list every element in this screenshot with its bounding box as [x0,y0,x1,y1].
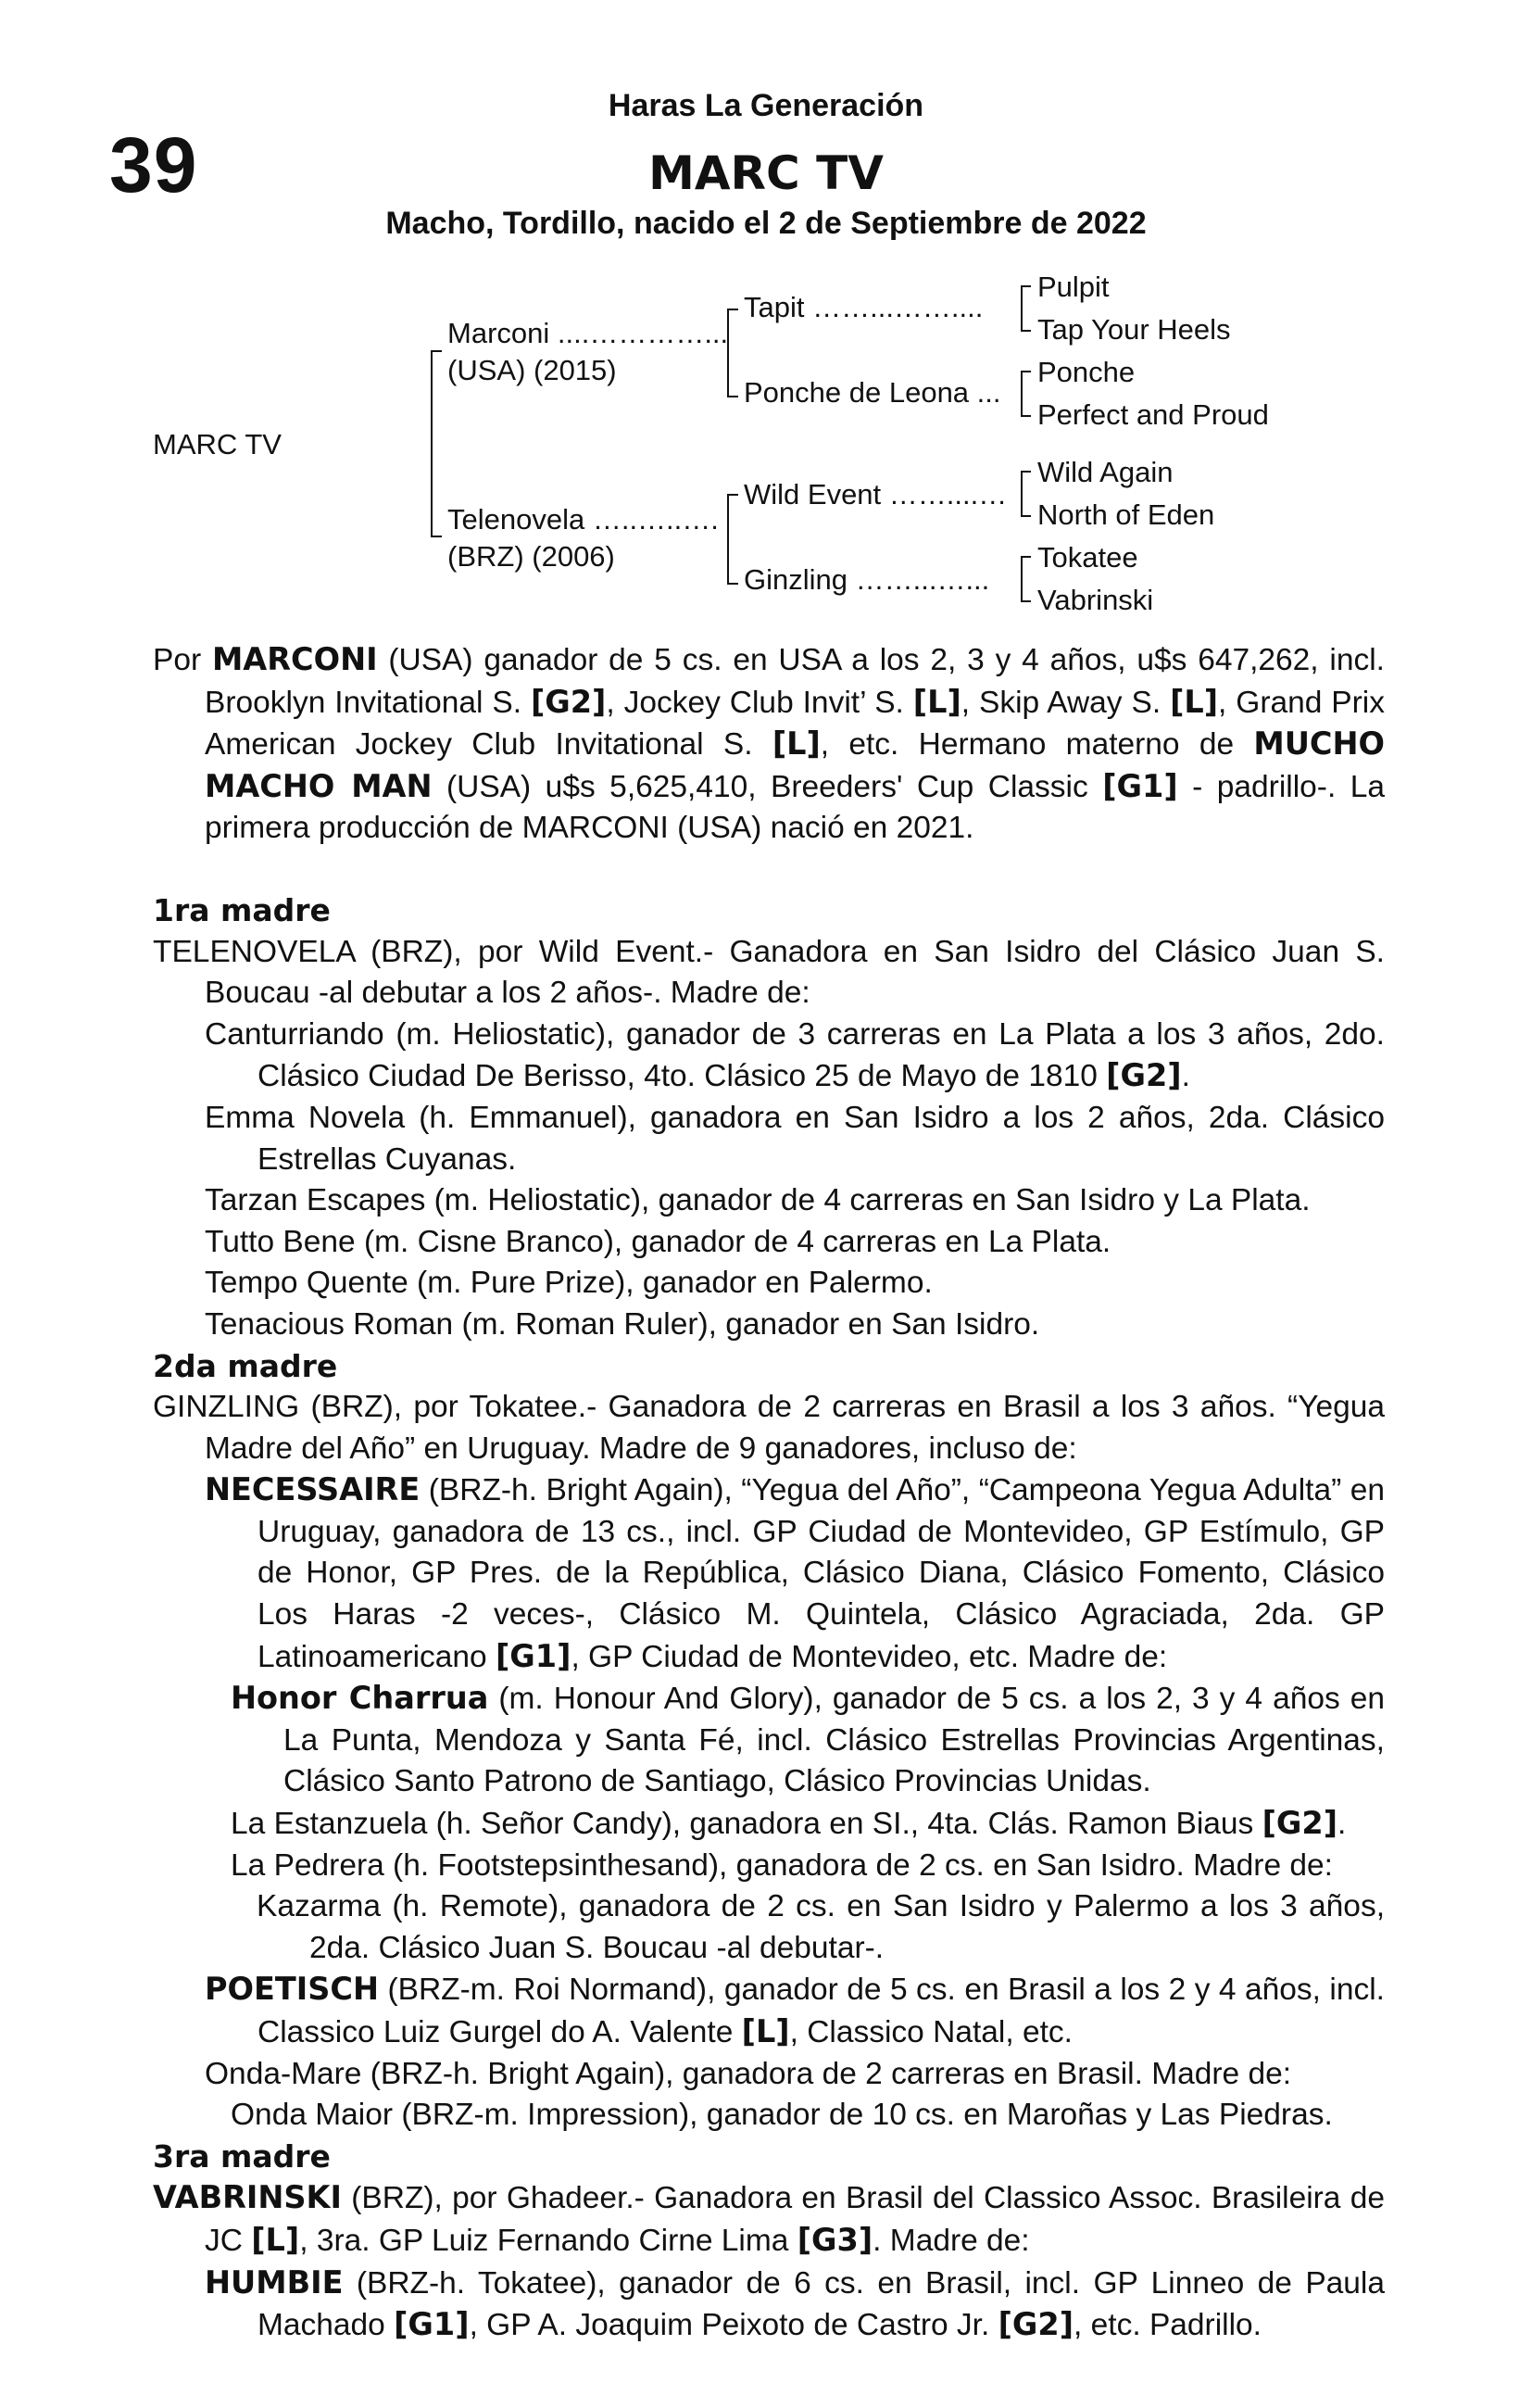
pedigree-subject: MARC TV [153,428,282,460]
bracket-g3-1 [1021,285,1031,332]
pedigree-dam-dam: Ginzling ……...…... [744,563,990,596]
progeny-entry: Honor Charrua (m. Honour And Glory), ganador de 5 cs. a los 2, 3 y 4 años en La Punta, Mendoza y Santa Fé, incl. Clásico Estrellas Provincias Argentinas, Clásico Santo Patrono de Santiago, Clásico Provincias Unidas. [231,1680,1385,1799]
pedigree-gg-7: Tokatee [1037,541,1138,574]
section-2da-madre: 2da madre [153,1347,338,1384]
progeny-entry: HUMBIE (BRZ-h. Tokatee), ganador de 6 cs. en Brasil, incl. GP Linneo de Paula Machado [G1], GP A. Joaquim Peixoto de Castro Jr. [G2], etc. Padrillo. [205,2263,1385,2343]
madre3-intro: VABRINSKI (BRZ), por Ghadeer.- Ganadora en Brasil del Classico Assoc. Brasileira de JC [L], 3ra. GP Luiz Fernando Cirne Lima [G3]. Madre de: [153,2179,1385,2258]
progeny-entry: Onda-Mare (BRZ-h. Bright Again), ganadora de 2 carreras en Brasil. Madre de: [205,2056,1292,2091]
pedigree-sire: Marconi ....…………... [447,317,729,349]
bracket-dam-line [727,494,738,585]
lot-number: 39 [109,121,198,208]
progeny-entry: La Estanzuela (h. Señor Candy), ganadora en SI., 4ta. Clás. Ramon Biaus [G2]. [231,1805,1347,1842]
progeny-entry: POETISCH (BRZ-m. Roi Normand), ganador de 5 cs. en Brasil a los 2 y 4 años, incl. Classico Luiz Gurgel do A. Valente [L], Classico Natal, etc. [205,1971,1385,2049]
progeny-entry: Kazarma (h. Remote), ganadora de 2 cs. en San Isidro y Palermo a los 3 años, 2da. Clásico Juan S. Boucau -al debutar-. [257,1889,1385,1965]
pedigree-gg-3: Ponche [1037,356,1136,388]
pedigree-dam-origin: (BRZ) (2006) [447,540,615,573]
pedigree-gg-5: Wild Again [1037,456,1174,488]
horse-name: MARC TV [648,146,884,200]
bracket-g3-2 [1021,371,1031,417]
horse-description: Macho, Tordillo, nacido el 2 de Septiembre de 2022 [385,206,1147,241]
bracket-gen1 [431,350,442,537]
progeny-entry: Tenacious Roman (m. Roman Ruler), ganador en San Isidro. [205,1306,1040,1342]
pedigree-dam-sire: Wild Event ……....… [744,478,1008,511]
breeder-name: Haras La Generación [608,88,924,123]
catalog-body [153,639,1385,2347]
pedigree-gg-4: Perfect and Proud [1037,398,1269,431]
progeny-entry: Onda Maior (BRZ-m. Impression), ganador de 10 cs. en Maroñas y Las Piedras. [231,2098,1333,2133]
pedigree-gg-8: Vabrinski [1037,584,1154,616]
progeny-entry: Canturriando (m. Heliostatic), ganador de 3 carreras en La Plata a los 3 años, 2do. Clásico Ciudad De Berisso, 4to. Clásico 25 de Mayo de 1810 [G2]. [205,1016,1385,1094]
progeny-entry: La Pedrera (h. Footstepsinthesand), ganadora de 2 cs. en San Isidro. Madre de: [231,1847,1333,1883]
pedigree-dam: Telenovela …..…..…. [447,503,719,536]
section-1ra-madre: 1ra madre [153,891,331,928]
bracket-g3-4 [1021,556,1031,602]
progeny-entry: NECESSAIRE (BRZ-h. Bright Again), “Yegua del Año”, “Campeona Yegua Adulta” en Uruguay, ganadora de 13 cs., incl. GP Ciudad de Montevideo, GP Estímulo, GP de Honor, GP Pres. de la República, Clásico Diana, Clásico Fomento, Clásico Los Haras -2 veces-, Clásico M. Quintela, Clásico Agraciada, 2da. GP Latinoamericano [G1], GP Ciudad de Montevideo, etc. Madre de: [205,1471,1385,1674]
pedigree-gg-2: Tap Your Heels [1037,313,1231,346]
progeny-entry: Tutto Bene (m. Cisne Branco), ganador de 4 carreras en La Plata. [205,1224,1111,1259]
progeny-entry: Tarzan Escapes (m. Heliostatic), ganador de 4 carreras en San Isidro y La Plata. [205,1183,1311,1218]
madre1-intro: TELENOVELA (BRZ), por Wild Event.- Ganadora en San Isidro del Clásico Juan S. Boucau -al debutar a los 2 años-. Madre de: [153,934,1385,1011]
pedigree-sire-origin: (USA) (2015) [447,354,617,386]
section-3ra-madre: 3ra madre [153,2137,331,2175]
progeny-entry: Emma Novela (h. Emmanuel), ganadora en San Isidro a los 2 años, 2da. Clásico Estrellas Cuyanas. [205,1100,1385,1177]
bracket-sire-line [727,309,738,397]
progeny-entry: Tempo Quente (m. Pure Prize), ganador en Palermo. [205,1266,933,1301]
bracket-g3-3 [1021,471,1031,517]
pedigree-gg-6: North of Eden [1037,498,1215,531]
madre2-intro: GINZLING (BRZ), por Tokatee.- Ganadora de 2 carreras en Brasil a los 3 años. “Yegua Madre del Año” en Uruguay. Madre de 9 ganadores, incluso de: [153,1390,1385,1466]
pedigree-sire-dam: Ponche de Leona ... [744,376,1001,409]
pedigree-sire-sire: Tapit ……...…….... [744,291,984,323]
sire-paragraph: Por MARCONI (USA) ganador de 5 cs. en USA a los 2, 3 y 4 años, u$s 647,262, incl. Brooklyn Invitational S. [G2], Jockey Club Invit’ S. [L], Skip Away S. [L], Grand Prix American Jockey Club Invitational S. [L], etc. Hermano materno de MUCHO MACHO MAN (USA) u$s 5,625,410, Breeders' Cup Classic [G1] - padrillo-. La primera producción de MARCONI (USA) nació en 2021. [153,641,1386,846]
pedigree-gg-1: Pulpit [1037,271,1110,303]
